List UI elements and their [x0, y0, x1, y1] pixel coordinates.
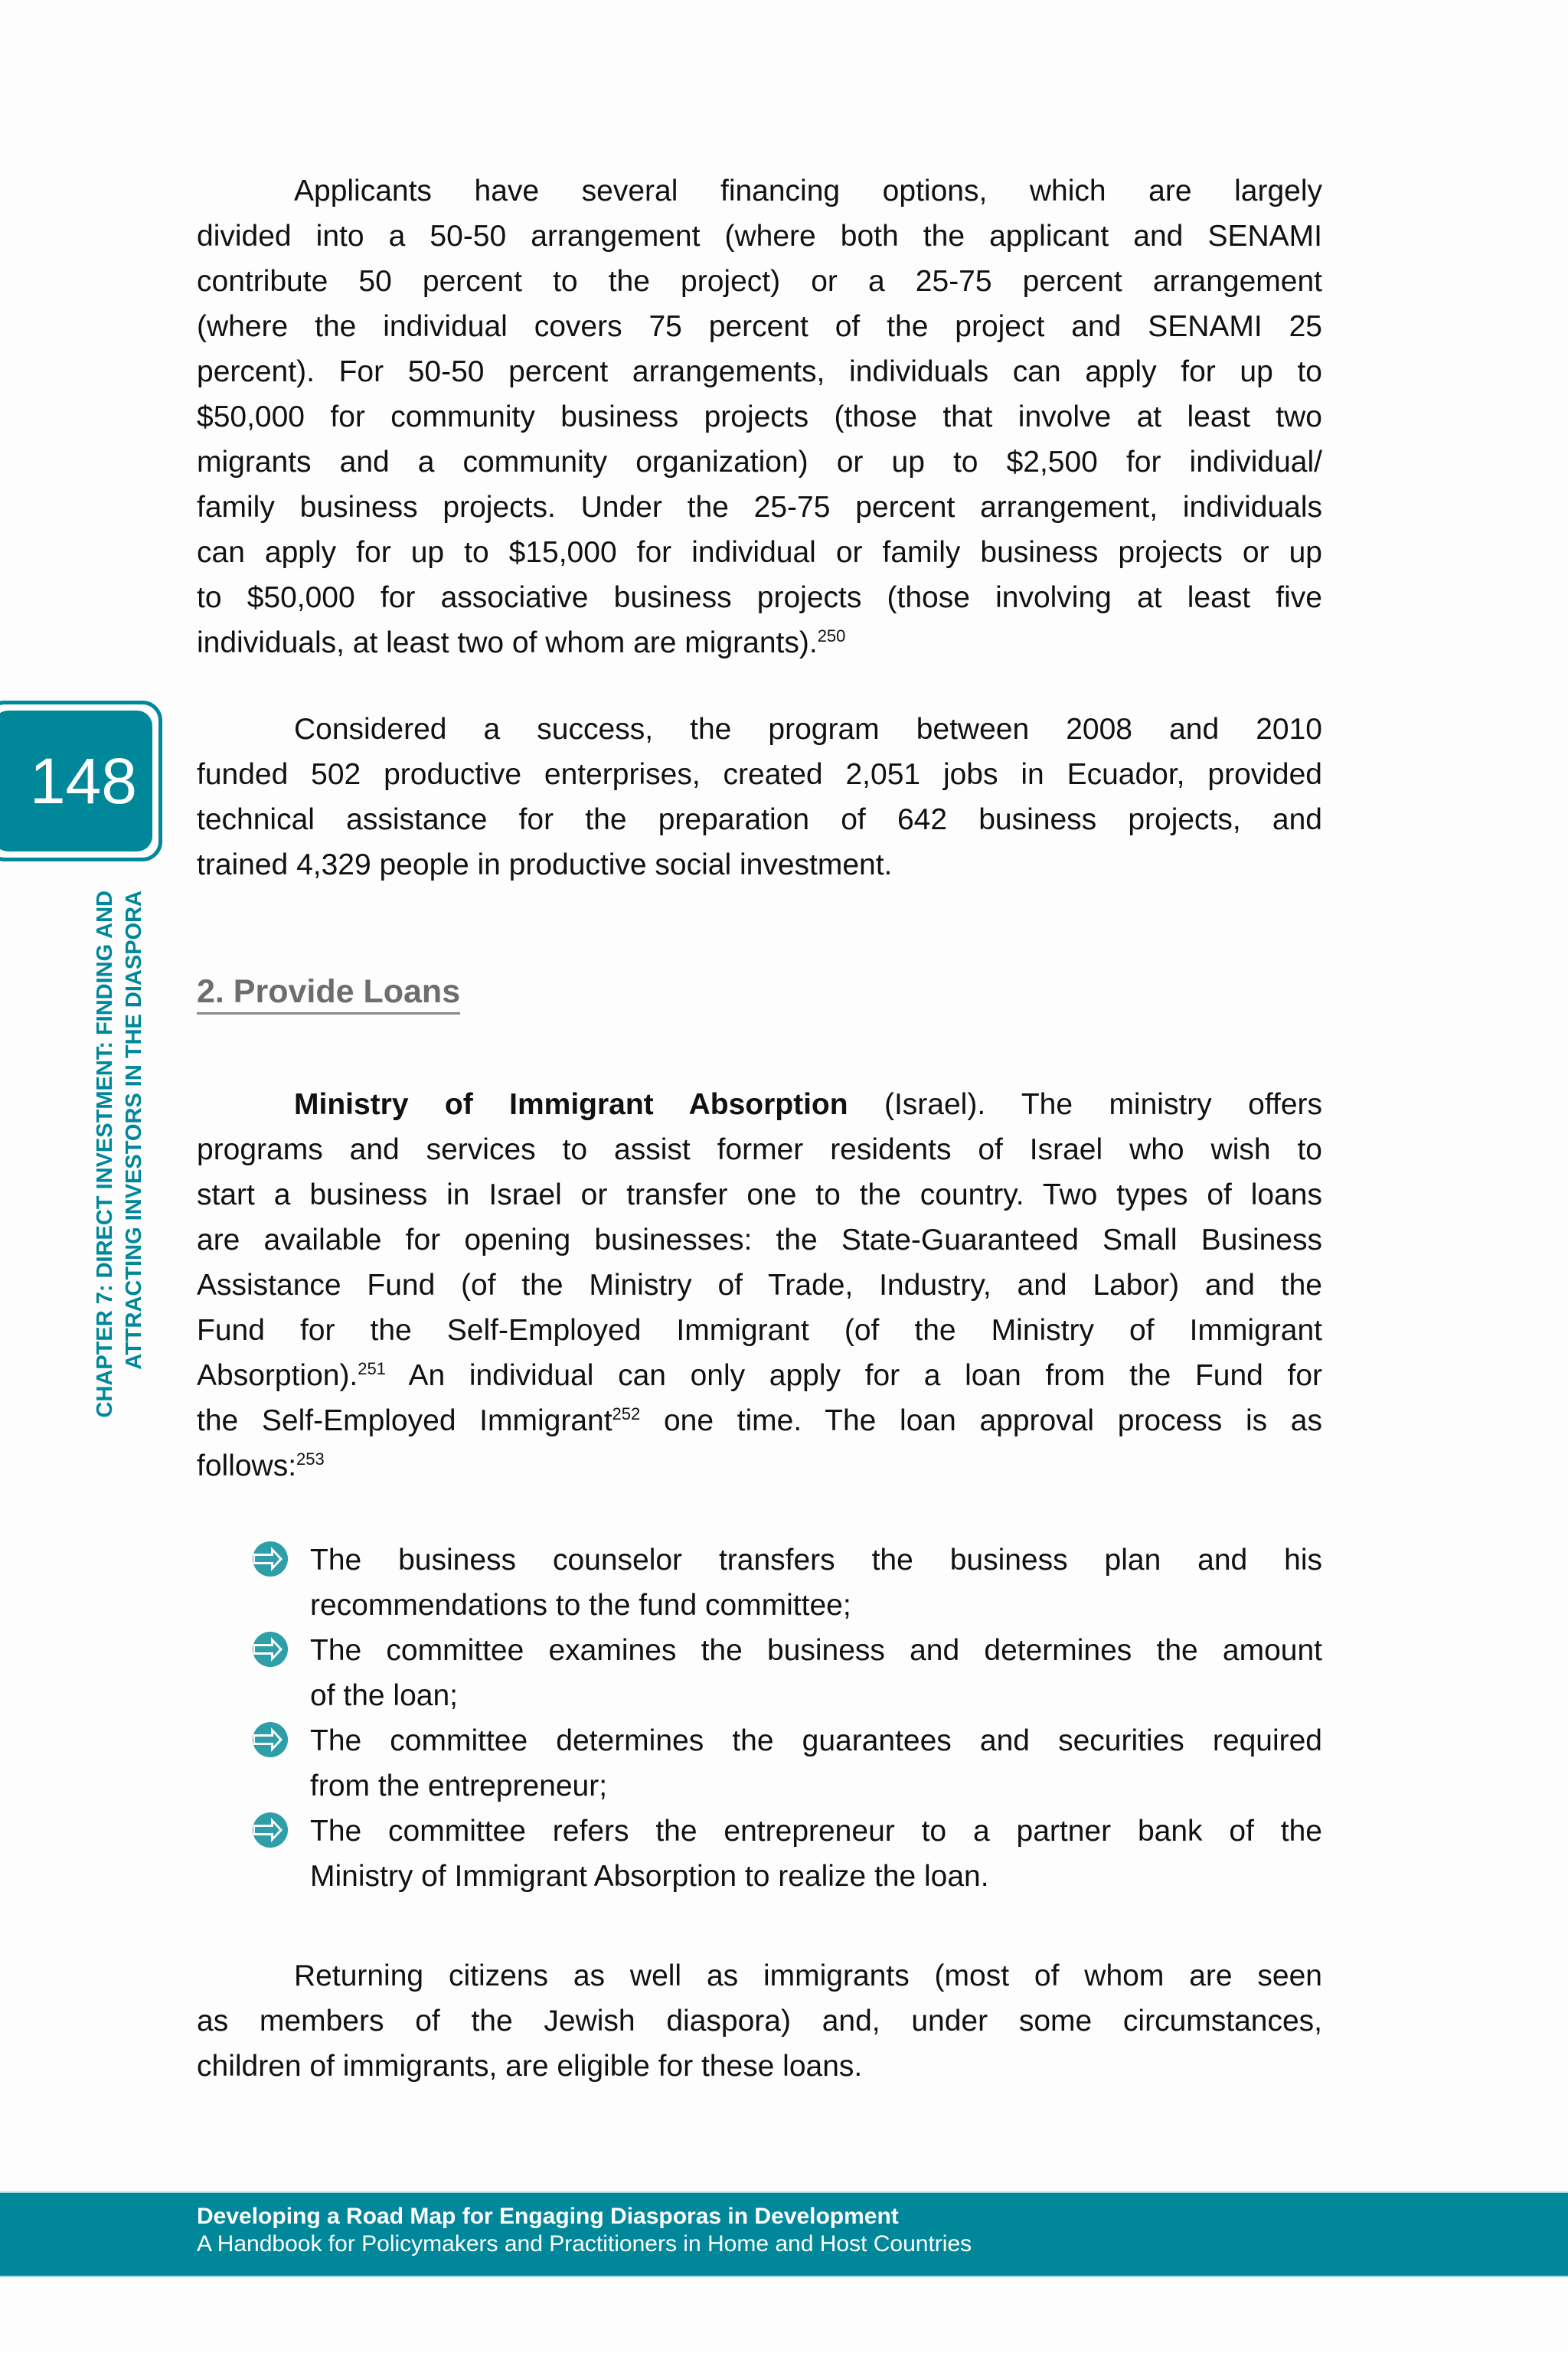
text-line — [197, 349, 1322, 394]
arrow-bullet-icon — [252, 1812, 289, 1848]
text-line — [197, 304, 1322, 349]
text-line: recommendations to the fund committee; — [310, 1589, 851, 1622]
text-line — [197, 1263, 1322, 1308]
text-line — [197, 530, 1322, 575]
text-line — [197, 797, 1322, 842]
loan-process-list — [197, 1538, 1322, 1899]
text-segment: trained 4,329 people in productive social investment. — [197, 848, 893, 881]
paragraph-eligibility — [197, 1953, 1322, 2089]
text-line — [197, 1082, 1322, 1127]
text-segment: Considered a success, the program between 2008 and 2010 — [294, 713, 1322, 746]
text-line — [197, 1398, 1322, 1443]
text-segment: percent). For 50-50 percent arrangements, individuals can apply for up to — [197, 355, 1322, 388]
text-line — [197, 440, 1322, 485]
text-line: The committee refers the entrepreneur to a partner bank of the — [310, 1815, 1322, 1848]
list-item — [197, 1628, 1322, 1718]
text-segment: start a business in Israel or transfer one to the country. Two types of loans — [197, 1178, 1322, 1211]
text-segment: children of immigrants, are eligible for these loans. — [197, 2050, 863, 2083]
text-segment: (Israel). The ministry offers — [848, 1088, 1322, 1121]
text-line — [197, 394, 1322, 440]
text-line: Ministry of Immigrant Absorption to realize the loan. — [310, 1860, 989, 1893]
text-segment: funded 502 productive enterprises, created 2,051 jobs in Ecuador, provided — [197, 758, 1322, 791]
list-item — [197, 1538, 1322, 1628]
text-segment: to $50,000 for associative business projects (those involving at least five — [197, 581, 1322, 614]
text-line: The committee determines the guarantees and securities required — [310, 1724, 1322, 1757]
list-item — [197, 1809, 1322, 1899]
page-number-badge — [0, 701, 162, 861]
text-segment: are available for opening businesses: the State-Guaranteed Small Business — [197, 1224, 1322, 1257]
text-segment: can apply for up to $15,000 for individual or family business projects or up — [197, 536, 1322, 569]
text-segment: Fund for the Self-Employed Immigrant (of the Ministry of Immigrant — [197, 1314, 1322, 1347]
footer-title: Developing a Road Map for Engaging Diasporas in Development — [197, 2204, 899, 2229]
text-line — [197, 620, 1322, 665]
text-line — [197, 752, 1322, 797]
text-segment: contribute 50 percent to the project) or a 25-75 percent arrangement — [197, 265, 1322, 298]
text-segment: migrants and a community organization) or up to $2,500 for individual/ — [197, 446, 1322, 479]
bold-text: Ministry of Immigrant Absorption — [294, 1088, 848, 1121]
text-line — [197, 168, 1322, 214]
text-line: The business counselor transfers the business plan and his — [310, 1544, 1322, 1577]
paragraph-ministry — [197, 1082, 1322, 1489]
chapter-title-line1: CHAPTER 7: DIRECT INVESTMENT: FINDING AND — [93, 891, 117, 1418]
footnote-ref: 250 — [817, 626, 846, 645]
text-line — [197, 1953, 1322, 1998]
text-line: from the entrepreneur; — [310, 1770, 608, 1802]
text-line — [197, 2044, 1322, 2089]
list-item — [197, 1718, 1322, 1809]
footer-banner — [0, 2191, 1568, 2277]
text-line — [197, 1998, 1322, 2044]
text-segment: Applicants have several financing options, which are largely — [294, 175, 1322, 208]
footnote-ref: 252 — [612, 1404, 641, 1423]
text-segment: Absorption). — [197, 1359, 358, 1392]
page-number: 148 — [0, 711, 152, 851]
section-heading: 2. Provide Loans — [197, 972, 460, 1015]
text-line — [197, 1443, 1322, 1489]
text-line — [197, 707, 1322, 752]
text-segment: (where the individual covers 75 percent of the project and SENAMI 25 — [197, 310, 1322, 343]
text-line — [197, 214, 1322, 259]
arrow-bullet-icon — [252, 1541, 289, 1577]
text-segment: one time. The loan approval process is as — [640, 1404, 1322, 1437]
text-line — [197, 575, 1322, 620]
text-line — [197, 1127, 1322, 1172]
text-line: of the loan; — [310, 1679, 458, 1712]
text-line — [197, 1172, 1322, 1217]
text-segment: An individual can only apply for a loan from the Fund for — [386, 1359, 1322, 1392]
footer-subtitle: A Handbook for Policymakers and Practitioners in Home and Host Countries — [197, 2231, 972, 2257]
paragraph-financing-options — [197, 168, 1322, 665]
footnote-ref: 253 — [296, 1449, 325, 1469]
arrow-bullet-icon — [252, 1631, 289, 1668]
arrow-bullet-icon — [252, 1721, 289, 1758]
text-segment: technical assistance for the preparation of 642 business projects, and — [197, 803, 1322, 836]
text-line — [197, 842, 1322, 887]
text-line — [197, 1308, 1322, 1353]
text-segment: follows: — [197, 1449, 297, 1482]
text-segment: individuals, at least two of whom are migrants). — [197, 626, 818, 659]
footnote-ref: 251 — [358, 1359, 386, 1378]
text-segment: Returning citizens as well as immigrants (most of whom are seen — [294, 1959, 1322, 1992]
text-segment: programs and services to assist former residents of Israel who wish to — [197, 1133, 1322, 1166]
paragraph-program-success — [197, 707, 1322, 887]
text-segment: as members of the Jewish diaspora) and, under some circumstances, — [197, 2005, 1322, 2038]
text-segment: family business projects. Under the 25-75 percent arrangement, individuals — [197, 491, 1322, 524]
text-segment: the Self-Employed Immigrant — [197, 1404, 612, 1437]
text-segment: divided into a 50-50 arrangement (where both the applicant and SENAMI — [197, 220, 1322, 253]
text-line — [197, 485, 1322, 530]
text-line — [197, 1217, 1322, 1263]
text-segment: $50,000 for community business projects (those that involve at least two — [197, 400, 1322, 433]
chapter-title-line2: ATTRACTING INVESTORS IN THE DIASPORA — [122, 891, 146, 1370]
text-line: The committee examines the business and determines the amount — [310, 1634, 1322, 1667]
text-line — [197, 259, 1322, 304]
text-line — [197, 1353, 1322, 1398]
text-segment: Assistance Fund (of the Ministry of Trade, Industry, and Labor) and the — [197, 1269, 1322, 1302]
